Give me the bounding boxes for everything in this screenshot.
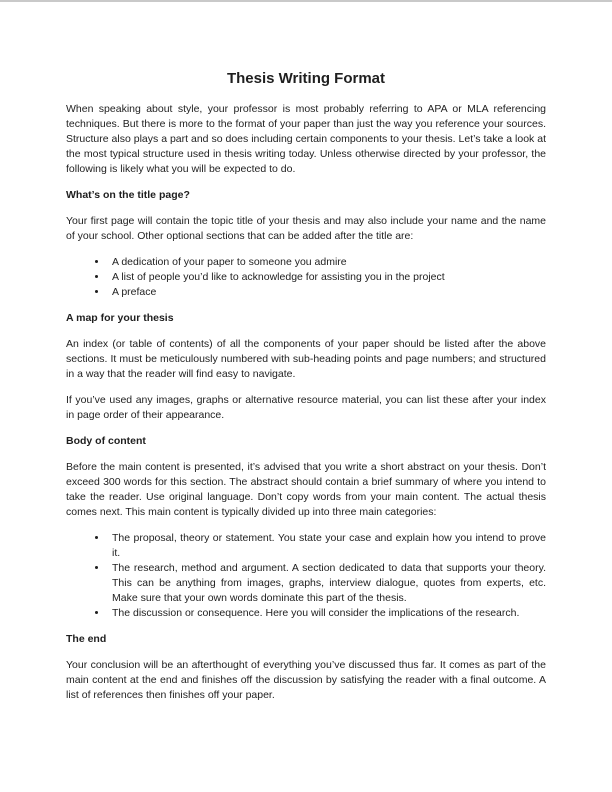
section-heading-title-page: What’s on the title page?	[66, 189, 190, 201]
map-paragraph-1: An index (or table of contents) of all the components of your paper should be listed after the above sections. It must be meticulously numbered with sub-heading points and page numbers; and structured in a way that the reader will find easy to navigate.	[66, 338, 546, 380]
section-heading-end: The end	[66, 633, 107, 645]
section-heading-map: A map for your thesis	[66, 312, 174, 324]
list-item: • The proposal, theory or statement. You state your case and explain how you intend to prove it.	[108, 531, 546, 561]
list-item: • The research, method and argument. A section dedicated to data that supports your theory. This can be anything from images, graphs, interview dialogue, quotes from experts, etc. Make sure that your own words dominate this part of the thesis.	[108, 561, 546, 606]
intro-paragraph: When speaking about style, your professor is most probably referring to APA or MLA referencing techniques. But there is more to the format of your paper than just the way you reference your sources. Structure also plays a part and so does including certain components to your thesis. Let’s take a look at the most typical structure used in thesis writing today. Unless otherwise directed by your professor, the following is likely what you will be expected to do.	[66, 103, 546, 175]
map-paragraph-2: If you’ve used any images, graphs or alternative resource material, you can list these after your index in page order of their appearance.	[66, 394, 546, 421]
list-item: • A dedication of your paper to someone you admire	[108, 255, 546, 270]
body-paragraph: Before the main content is presented, it’s advised that you write a short abstract on your thesis. Don’t exceed 300 words for this section. The abstract should contain a brief summary of where you intend to take the reader. Use original language. Don’t copy words from your main content. The actual thesis comes next. This main content is typically divided up into three main categories:	[66, 461, 546, 518]
title-page-paragraph: Your first page will contain the topic title of your thesis and may also include your name and the name of your school. Other optional sections that can be added after the title are:	[66, 215, 546, 242]
window-top-edge	[0, 0, 612, 2]
list-item: • A list of people you’d like to acknowledge for assisting you in the project	[108, 270, 546, 285]
title-page-bullet-list	[66, 255, 546, 300]
section-heading-body: Body of content	[66, 435, 146, 447]
document-title: Thesis Writing Format	[226, 70, 386, 87]
conclusion-paragraph: Your conclusion will be an afterthought of everything you’ve discussed thus far. It comes as part of the main content at the end and finishes off the discussion by satisfying the reader with a final outcome. A list of references then finishes off your paper.	[66, 659, 546, 701]
list-item: • The discussion or consequence. Here you will consider the implications of the research.	[108, 606, 546, 621]
body-bullet-list	[66, 531, 546, 621]
list-item: • A preface	[108, 285, 546, 300]
